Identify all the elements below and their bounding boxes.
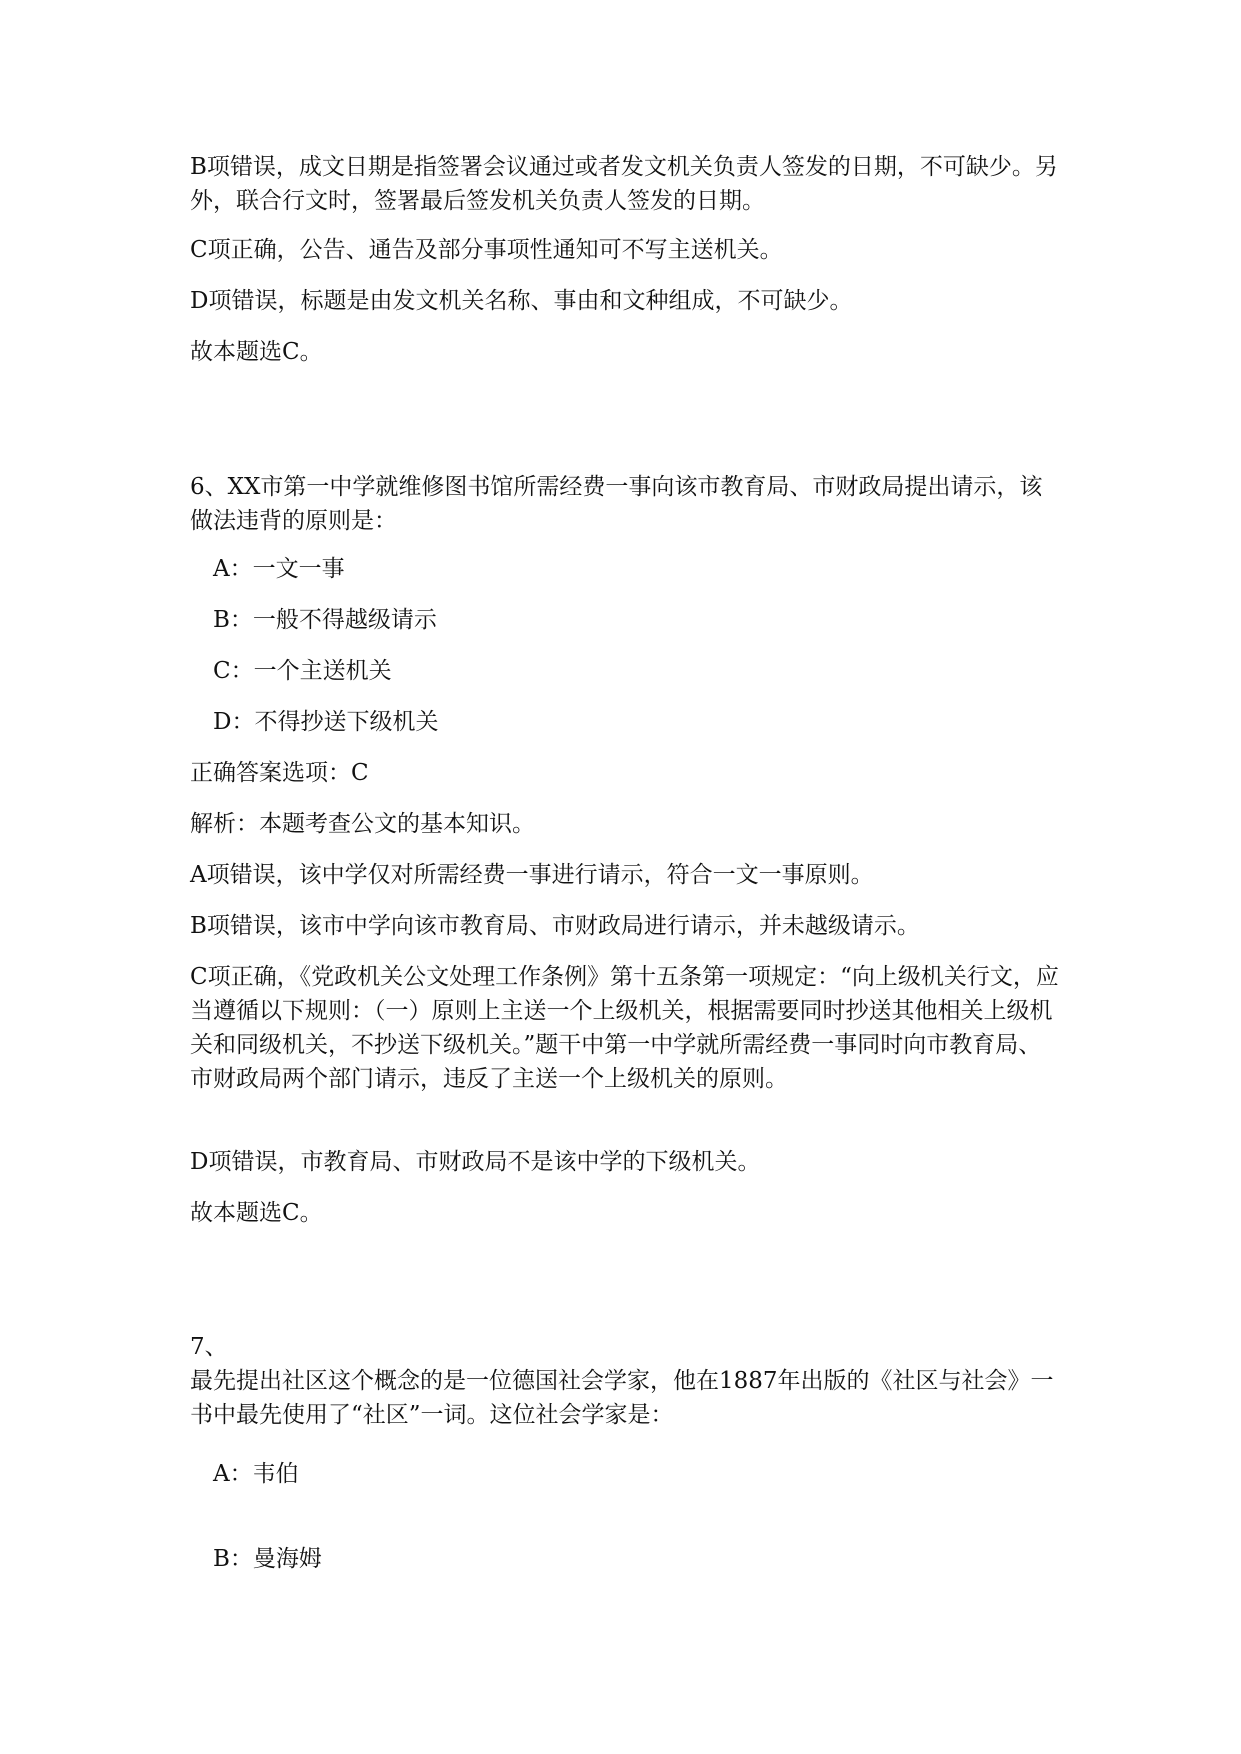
q6-stem: 6、XX市第一中学就维修图书馆所需经费一事向该市教育局、市财政局提出请示，该做法违背的原则是：	[190, 474, 1043, 534]
q6-option-c: C：一个主送机关	[213, 658, 392, 684]
q5-conclusion: 故本题选C。	[190, 339, 323, 365]
q7-option-a: A：韦伯	[213, 1461, 299, 1487]
q6-answer: 正确答案选项：C	[190, 760, 369, 786]
q6-option-d: D：不得抄送下级机关	[213, 709, 439, 735]
q6-option-a: A：一文一事	[213, 556, 345, 582]
q5-option-b-explanation: B项错误，成文日期是指签署会议通过或者发文机关负责人签发的日期，不可缺少。另外，联合行文时，签署最后签发机关负责人签发的日期。	[190, 154, 1058, 214]
q6-option-a-explanation: A项错误，该中学仅对所需经费一事进行请示，符合一文一事原则。	[190, 862, 874, 888]
q7-number: 7、	[190, 1334, 228, 1360]
q6-option-d-explanation: D项错误，市教育局、市财政局不是该中学的下级机关。	[190, 1149, 761, 1175]
q6-option-b: B：一般不得越级请示	[213, 607, 437, 633]
q6-conclusion: 故本题选C。	[190, 1200, 323, 1226]
q5-option-d-explanation: D项错误，标题是由发文机关名称、事由和文种组成，不可缺少。	[190, 288, 853, 314]
q7-option-b: B：曼海姆	[213, 1546, 322, 1572]
q6-option-c-explanation: C项正确，《党政机关公文处理工作条例》第十五条第一项规定：“向上级机关行文，应当遵循以下规则：（一）原则上主送一个上级机关，根据需要同时抄送其他相关上级机关和同级机关，不抄送下级机关。”题干中第一中学就所需经费一事同时向市教育局、市财政局两个部门请示，违反了主送一个上级机关的原则。	[190, 964, 1059, 1092]
q7-stem: 最先提出社区这个概念的是一位德国社会学家，他在1887年出版的《社区与社会》一书中最先使用了“社区”一词。这位社会学家是：	[190, 1368, 1054, 1428]
q6-analysis: 解析：本题考查公文的基本知识。	[190, 811, 535, 837]
q6-option-b-explanation: B项错误，该市中学向该市教育局、市财政局进行请示，并未越级请示。	[190, 913, 920, 939]
q5-option-c-explanation: C项正确，公告、通告及部分事项性通知可不写主送机关。	[190, 237, 783, 263]
